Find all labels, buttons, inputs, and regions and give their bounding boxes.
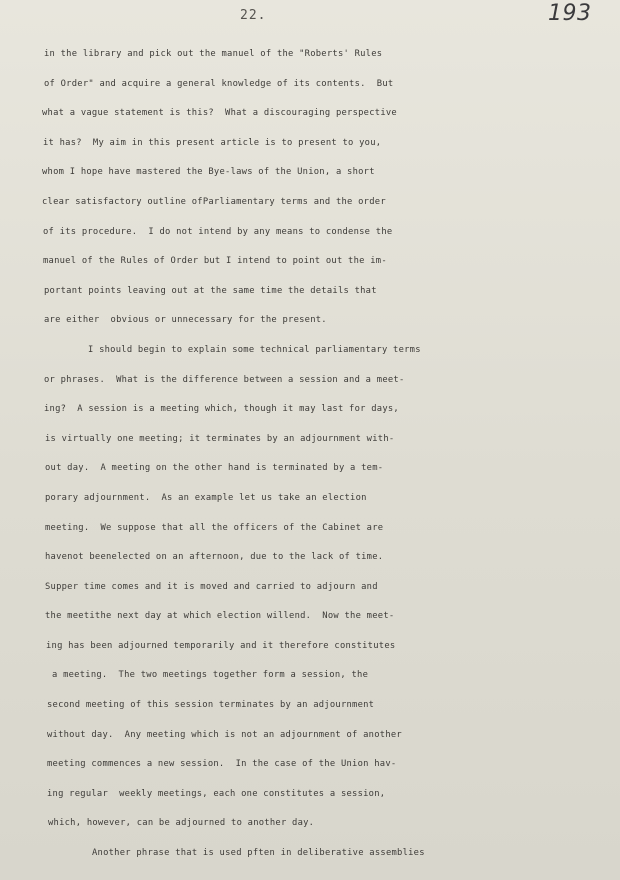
text-line: ing? A session is a meeting which, though it may last for days, (44, 404, 399, 415)
text-line: manuel of the Rules of Order but I intend to point out the im- (43, 256, 387, 267)
text-line: meeting commences a new session. In the case of the Union hav- (47, 759, 397, 770)
text-line: Supper time comes and it is moved and carried to adjourn and (45, 581, 378, 592)
text-line: clear satisfactory outline ofParliamentary terms and the order (42, 196, 386, 207)
text-line: in the library and pick out the manuel of the "Roberts' Rules (44, 49, 383, 59)
text-line: porary adjournment. As an example let us take an election (45, 492, 367, 503)
text-line: of Order" and acquire a general knowledge of its contents. But (44, 78, 394, 89)
handwritten-archive-number: 193 (548, 1, 592, 26)
text-line: is virtually one meeting; it terminates by an adjournment with- (45, 433, 395, 444)
text-line: ing regular weekly meetings, each one constitutes a session, (47, 788, 386, 799)
text-line: are either obvious or unnecessary for the present. (44, 315, 327, 326)
text-line: whom I hope have mastered the Bye-laws of the Union, a short (42, 167, 375, 178)
text-line: it has? My aim in this present article is to present to you, (43, 137, 382, 148)
text-line: the meetithe next day at which election willend. Now the meet- (45, 611, 395, 622)
text-line: I should begin to explain some technical parliamentary terms (88, 344, 421, 355)
text-line: without day. Any meeting which is not an adjournment of another (47, 729, 402, 740)
text-line: what a vague statement is this? What a discouraging perspective (42, 108, 397, 119)
text-line: a meeting. The two meetings together form a session, the (52, 670, 369, 681)
text-line: portant points leaving out at the same time the details that (44, 285, 377, 296)
text-line: havenot beenelected on an afternoon, due to the lack of time. (45, 552, 384, 563)
text-line: or phrases. What is the difference between a session and a meet- (44, 374, 405, 385)
text-line: out day. A meeting on the other hand is terminated by a tem- (45, 463, 384, 474)
text-line: meeting. We suppose that all the officers of the Cabinet are (45, 522, 384, 533)
text-line: Another phrase that is used pften in deliberative assemblies (92, 848, 425, 859)
text-line: of its procedure. I do not intend by any means to condense the (43, 226, 393, 237)
text-line: second meeting of this session terminates by an adjournment (47, 700, 375, 711)
body-text (0, 44, 620, 873)
text-line: ing has been adjourned temporarily and it therefore constitutes (46, 640, 396, 651)
page-number: 22. (240, 8, 267, 23)
text-line: which, however, can be adjourned to another day. (48, 818, 315, 829)
